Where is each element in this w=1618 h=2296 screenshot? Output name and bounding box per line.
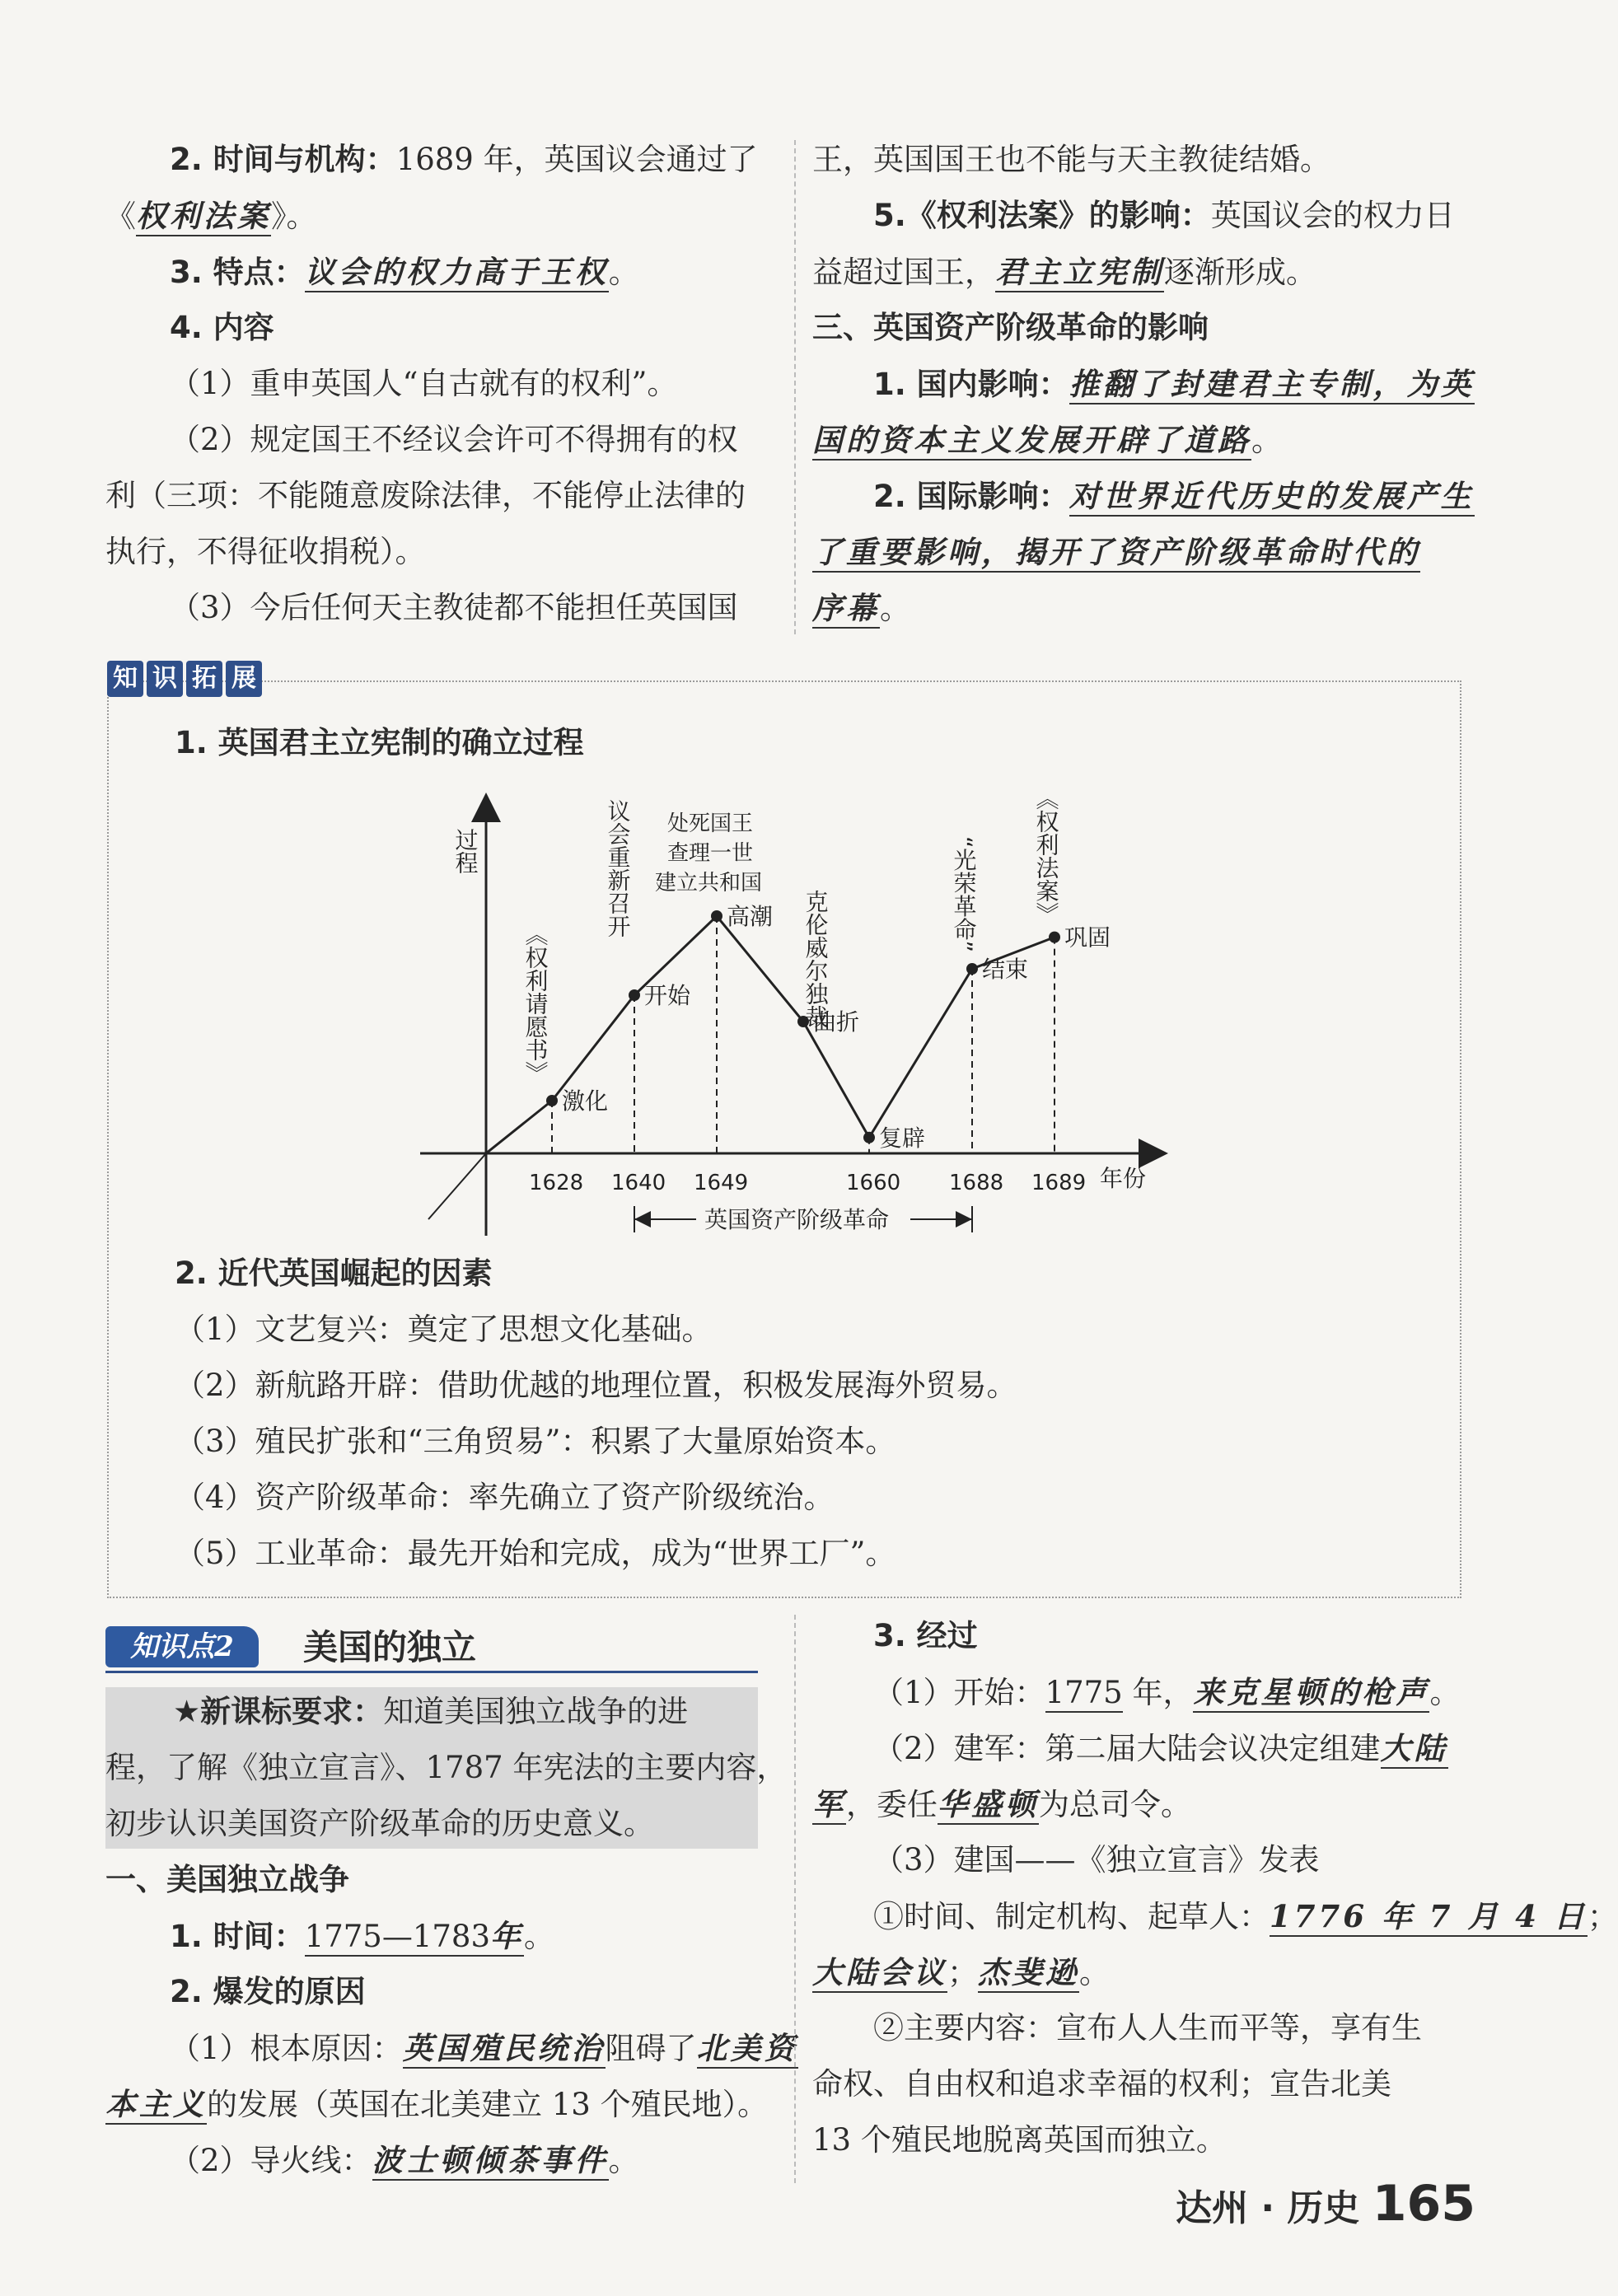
process-army-line: （2）建军：第二届大陆会议决定组建大陆 [873, 1730, 1448, 1767]
stage-label: 开始 [644, 982, 691, 1009]
stage-point [629, 989, 640, 1001]
domestic-influence-cont: 国的资本主义发展开辟了道路。 [812, 422, 1282, 459]
event-label: “光荣革命” [950, 836, 978, 953]
stage-point [711, 910, 722, 922]
international-influence-end: 序幕。 [812, 590, 910, 627]
section-three-heading: 三、英国资产阶级革命的影响 [812, 310, 1209, 345]
page-footer [1176, 2175, 1475, 2233]
rise-factor-3: （3）殖民扩张和“三角贸易”：积累了大量原始资本。 [175, 1424, 896, 1459]
event-label: 查理一世 [667, 841, 754, 866]
x-tick-label: 1640 [611, 1171, 666, 1195]
stage-point [863, 1132, 875, 1143]
stage-label: 巩固 [1064, 924, 1111, 952]
content-item-2-end: 执行，不得征收捐税）。 [105, 534, 426, 569]
root-cause-cont: 本主义的发展（英国在北美建立 13 个殖民地）。 [105, 2086, 768, 2123]
requirement-line-3: 初步认识美国资产阶级革命的历史意义。 [105, 1806, 654, 1841]
ext-heading-2: 2. 近代英国崛起的因素 [175, 1256, 493, 1291]
column-divider-top [794, 140, 796, 634]
tag-char: 拓 [186, 661, 222, 697]
process-start-line: （1）开始：1775 年，来克星顿的枪声。 [873, 1674, 1460, 1711]
rise-factor-1: （1）文艺复兴：奠定了思想文化基础。 [175, 1312, 713, 1347]
bill-of-rights-line: 《权利法案》。 [105, 198, 317, 235]
x-tick-label: 1649 [694, 1171, 749, 1195]
content-item-2-cont: 利（三项：不能随意废除法律，不能停止法律的 [105, 478, 746, 513]
content-heading: 4. 内容 [170, 310, 274, 345]
stage-point [546, 1095, 558, 1106]
event-label: 《权利请愿书》 [521, 923, 549, 1084]
ext-heading-1: 1. 英国君主立宪制的确立过程 [175, 725, 584, 760]
column-divider-bottom [794, 1615, 796, 2183]
trigger-line: （2）导火线：波士顿倾茶事件。 [170, 2142, 639, 2179]
war-time-line: 1. 时间：1775—1783年。 [170, 1918, 554, 1955]
footer-region: 达州 · 历史 [1176, 2187, 1360, 2229]
process-army-cont: 军，委任华盛顿为总司令。 [812, 1786, 1191, 1823]
content-item-2: （2）规定国王不经议会许可不得拥有的权 [170, 422, 738, 457]
stage-label: 高潮 [727, 903, 774, 930]
event-label: 建立共和国 [655, 871, 763, 895]
domestic-influence-line: 1. 国内影响：推翻了封建君主专制，为英 [873, 366, 1475, 403]
tag-char: 识 [147, 661, 183, 697]
knowledge-point-title: 美国的独立 [303, 1627, 477, 1667]
revolution-span-label: 英国资产阶级革命 [704, 1206, 890, 1233]
x-axis-label: 年份 [1100, 1165, 1147, 1192]
page-number: 165 [1372, 2175, 1475, 2233]
tag-char: 展 [226, 661, 262, 697]
y-axis-label: 过程 [451, 828, 479, 874]
requirement-line-2: 程，了解《独立宣言》、1787 年宪法的主要内容， [105, 1750, 788, 1785]
content-item-3: （3）今后任何天主教徒都不能担任英国国 [170, 590, 738, 625]
knowledge-point-2-header [105, 1621, 758, 1673]
knowledge-point-badge: 知识点2 [105, 1626, 259, 1667]
international-influence-line: 2. 国际影响：对世界近代历史的发展产生 [873, 478, 1475, 515]
process-heading: 3. 经过 [873, 1618, 978, 1653]
feature-line: 3. 特点：议会的权力高于王权。 [170, 254, 639, 291]
content-item-3-cont: 王，英国国王也不能与天主教徒结婚。 [812, 142, 1330, 177]
international-influence-cont: 了重要影响，揭开了资产阶级革命时代的 [812, 534, 1420, 571]
constitutional-monarchy-chart [395, 787, 1219, 1252]
declaration-info-line: ①时间、制定机构、起草人：1776 年 7 月 4 日； [873, 1898, 1618, 1935]
rise-factor-2: （2）新航路开辟：借助优越的地理位置，积极发展海外贸易。 [175, 1368, 1017, 1403]
tag-char: 知 [107, 661, 143, 697]
requirement-line-1: ★新课标要求：知道美国独立战争的进 [173, 1694, 689, 1729]
stage-label: 曲折 [813, 1008, 860, 1036]
process-nation-line: （3）建国——《独立宣言》发表 [873, 1842, 1320, 1877]
declaration-content-line: ②主要内容：宣布人人生而平等，享有生 [873, 2010, 1422, 2046]
stage-label: 结束 [982, 956, 1029, 983]
x-tick-label: 1688 [949, 1171, 1004, 1195]
x-tick-label: 1660 [846, 1171, 901, 1195]
event-label: 处死国王 [667, 811, 754, 836]
stage-point [966, 963, 978, 975]
knowledge-extension-tag [107, 661, 265, 702]
x-tick-label: 1628 [529, 1171, 584, 1195]
x-tick-label: 1689 [1031, 1171, 1087, 1195]
rise-factor-5: （5）工业革命：最先开始和完成，成为“世界工厂”。 [175, 1536, 896, 1571]
root-cause-line: （1）根本原因：英国殖民统治阻碍了北美资 [170, 2030, 798, 2067]
war-cause-heading: 2. 爆发的原因 [170, 1974, 366, 2009]
section-one-heading: 一、美国独立战争 [105, 1862, 349, 1897]
rise-factor-4: （4）资产阶级革命：率先确立了资产阶级统治。 [175, 1480, 835, 1515]
influence-line: 5.《权利法案》的影响：英国议会的权力日 [873, 198, 1455, 233]
event-label: 克伦威尔独裁 [802, 890, 830, 1028]
declaration-content-end: 13 个殖民地脱离英国而独立。 [812, 2122, 1227, 2158]
stage-label: 复辟 [879, 1124, 926, 1152]
declaration-info-cont: 大陆会议；杰斐逊。 [812, 1954, 1110, 1991]
stage-label: 激化 [562, 1087, 609, 1115]
stage-point [1049, 932, 1060, 943]
axis-origin-tail [428, 1153, 486, 1219]
event-label: 议会重新召开 [604, 799, 632, 938]
influence-line-cont: 益超过国王，君主立宪制逐渐形成。 [812, 254, 1316, 291]
declaration-content-cont: 命权、自由权和追求幸福的权利；宣告北美 [812, 2066, 1391, 2102]
content-item-1: （1）重申英国人“自古就有的权利”。 [170, 366, 678, 401]
time-org-line: 2. 时间与机构：1689 年，英国议会通过了 [170, 142, 758, 177]
event-label: 《权利法案》 [1032, 787, 1060, 925]
